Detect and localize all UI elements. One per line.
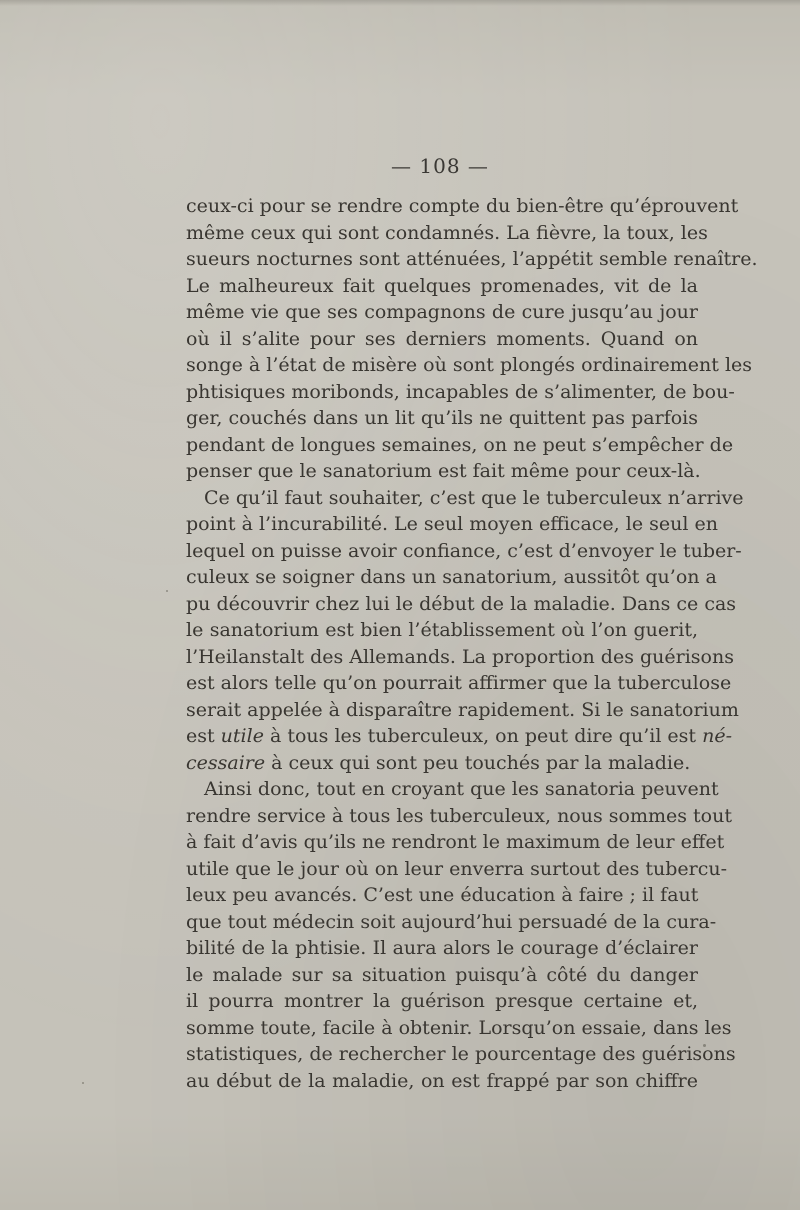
page-number: — 108 — <box>391 154 489 178</box>
body-text <box>186 193 758 1094</box>
text-line <box>186 220 708 247</box>
text-span: serait appelée à disparaître rapidement. Si le sanatorium <box>186 698 739 721</box>
text-line <box>186 909 717 936</box>
text-span: ger, couchés dans un lit qu’ils ne quittent pas parfois <box>186 407 698 429</box>
text-span: bilité de la phtisie. Il aura alors le courage d’éclairer <box>186 937 698 959</box>
text-span: même vie que ses compagnons de cure jusqu’au jour <box>186 301 698 323</box>
text-line <box>186 538 742 565</box>
text-line <box>186 776 719 803</box>
italic-text: cessaire <box>186 751 266 774</box>
text-line <box>186 405 698 432</box>
text-line <box>186 856 728 883</box>
text-line <box>186 882 698 909</box>
text-span: culeux se soigner dans un sanatorium, aussitôt qu’on a <box>186 566 717 588</box>
text-span: à ceux qui sont peu touchés par la maladie. <box>265 751 691 774</box>
text-line <box>186 670 732 697</box>
text-line <box>186 326 698 353</box>
text-line <box>186 617 698 644</box>
text-span: est alors telle qu’on pourrait affirmer que la tuberculose <box>186 672 732 694</box>
text-line <box>186 723 733 750</box>
text-line <box>186 988 698 1015</box>
italic-text: né- <box>702 725 733 747</box>
text-line <box>186 1015 732 1042</box>
text-span: Ce qu’il faut souhaiter, c’est que le tuberculeux n’arrive <box>204 486 744 509</box>
text-line <box>186 803 732 830</box>
text-line <box>186 432 734 459</box>
text-line <box>186 273 698 300</box>
text-line <box>186 299 698 326</box>
text-line <box>186 1041 736 1068</box>
text-line <box>186 564 717 591</box>
text-line <box>186 246 758 273</box>
text-span: ceux-ci pour se rendre compte du bien-être qu’éprouvent <box>186 195 739 217</box>
paper-speck <box>166 590 168 592</box>
text-line <box>186 458 701 485</box>
text-line <box>186 697 739 724</box>
text-span: somme toute, facile à obtenir. Lorsqu’on essaie, dans les <box>186 1016 732 1039</box>
text-span: il pourra montrer la guérison presque certaine et, <box>186 990 698 1012</box>
text-line <box>186 644 734 671</box>
text-span: songe à l’état de misère où sont plongés ordinairement les <box>186 354 753 376</box>
text-span: sueurs nocturnes sont atténuées, l’appétit semble renaître. <box>186 248 758 270</box>
text-span: statistiques, de rechercher le pourcentage des guérisons <box>186 1043 736 1065</box>
text-span: lequel on puisse avoir confiance, c’est d’envoyer le tuber- <box>186 539 742 562</box>
text-line <box>186 193 739 220</box>
text-span: est <box>186 725 221 747</box>
paper-speck <box>82 1082 84 1084</box>
text-span: que tout médecin soit aujourd’hui persuadé de la cura- <box>186 910 717 933</box>
text-span: au début de la maladie, on est frappé par son chiffre <box>186 1069 698 1092</box>
text-line <box>186 591 737 618</box>
text-line <box>186 352 753 379</box>
text-span: point à l’incurabilité. Le seul moyen efficace, le seul en <box>186 513 718 535</box>
text-span: phtisiques moribonds, incapables de s’alimenter, de bou- <box>186 380 735 403</box>
text-span: même ceux qui sont condamnés. La fièvre, la toux, les <box>186 221 708 244</box>
text-span: à tous les tuberculeux, on peut dire qu’il est <box>263 725 703 747</box>
text-span: penser que le sanatorium est fait même pour ceux-là. <box>186 460 701 482</box>
text-line <box>186 511 718 538</box>
text-span: rendre service à tous les tuberculeux, nous sommes tout <box>186 804 732 827</box>
text-line <box>186 962 698 989</box>
text-span: utile que le jour où on leur enverra surtout des tubercu- <box>186 857 728 880</box>
text-line <box>186 829 725 856</box>
text-span: l’Heilanstalt des Allemands. La proportion des guérisons <box>186 645 734 668</box>
italic-text: utile <box>220 725 264 747</box>
paper-speck <box>703 1044 706 1047</box>
text-span: pendant de longues semaines, on ne peut s’empêcher de <box>186 433 734 456</box>
text-line <box>186 379 735 406</box>
text-line <box>186 750 698 777</box>
text-span: le malade sur sa situation puisqu’à côté du danger <box>186 963 698 986</box>
text-span: le sanatorium est bien l’établissement où l’on guerit, <box>186 619 698 641</box>
text-span: Ainsi donc, tout en croyant que les sanatoria peuvent <box>204 778 719 800</box>
text-span: pu découvrir chez lui le début de la maladie. Dans ce cas <box>186 592 737 615</box>
text-span: Le malheureux fait quelques promenades, vit de la <box>186 274 698 297</box>
text-line <box>186 485 744 512</box>
text-span: à fait d’avis qu’ils ne rendront le maximum de leur effet <box>186 831 725 853</box>
text-span: leux peu avancés. C’est une éducation à faire ; il faut <box>186 884 699 906</box>
text-line <box>186 935 698 962</box>
page-edge-shadow <box>0 0 800 6</box>
text-span: où il s’alite pour ses derniers moments. Quand on <box>186 327 698 350</box>
text-line <box>186 1068 698 1095</box>
